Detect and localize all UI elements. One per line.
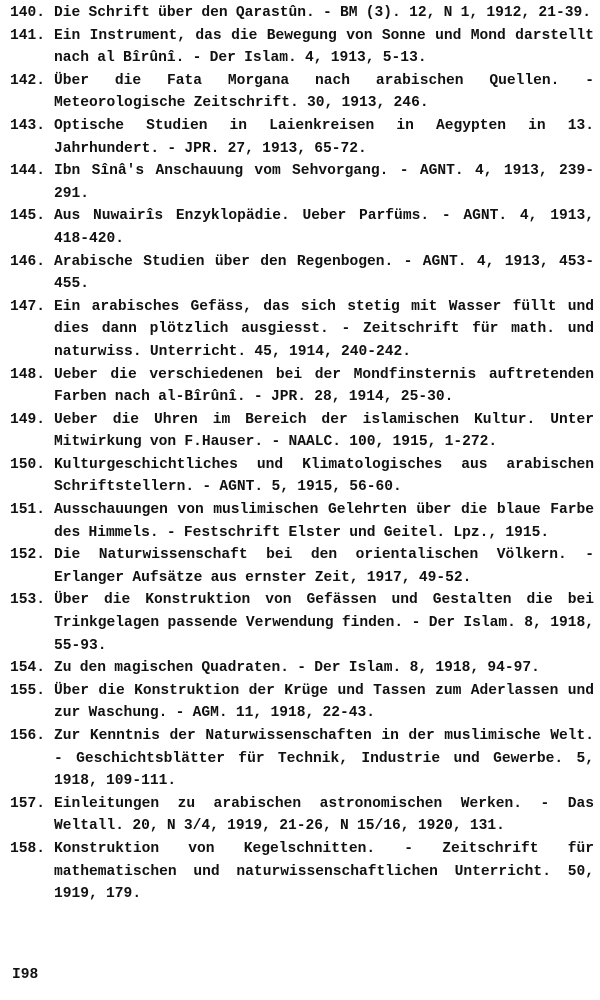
entry-text: Zu den magischen Quadraten. - Der Islam. 8, 1918, 94-97.: [54, 660, 540, 677]
entry-text: Die Naturwissenschaft bei den orientalischen Völkern. - Erlanger Aufsätze aus ernster Zeit, 1917, 49-52.: [54, 547, 594, 586]
bibliography-entry: [10, 838, 594, 906]
page-number: I98: [12, 967, 39, 983]
entry-text: Konstruktion von Kegelschnitten. - Zeitschrift für mathematischen und naturwissenschaftlichen Unterricht. 50, 1919, 179.: [54, 840, 594, 903]
bibliography-entry: [10, 2, 594, 25]
entry-text: Aus Nuwairîs Enzyklopädie. Ueber Parfüms. - AGNT. 4, 1913, 418-420.: [54, 208, 594, 247]
entry-text: Ueber die Uhren im Bereich der islamischen Kultur. Unter Mitwirkung von F.Hauser. - NAALC. 100, 1915, 1-272.: [54, 411, 594, 451]
entry-number: 151.: [10, 502, 46, 519]
bibliography-entry: [10, 680, 594, 725]
bibliography-entry: [10, 205, 594, 250]
entry-text: Kulturgeschichtliches und Klimatologisches aus arabischen Schriftstellern. - AGNT. 5, 1915, 56-60.: [54, 456, 594, 496]
bibliography-entry: [10, 793, 594, 838]
entry-number: 147.: [10, 298, 46, 315]
bibliography-entry: [10, 160, 594, 205]
entry-text: Ein Instrument, das die Bewegung von Sonne und Mond darstellt nach al Bîrûnî. - Der Islam. 4, 1913, 5-13.: [54, 27, 594, 67]
entry-number: 145.: [10, 208, 46, 225]
bibliography-entry: [10, 70, 594, 115]
entry-number: 157.: [10, 795, 46, 812]
entry-number: 148.: [10, 366, 46, 383]
entry-number: 156.: [10, 728, 46, 744]
bibliography-entry: [10, 364, 594, 409]
bibliography-entry: [10, 544, 594, 589]
entry-number: 144.: [10, 163, 46, 180]
entry-text: Die Schrift über den Qarastûn. - BM (3). 12, N 1, 1912, 21-39.: [54, 5, 591, 21]
entry-text: Über die Konstruktion der Krüge und Tassen zum Aderlassen und zur Waschung. - AGM. 11, 1918, 22-43.: [54, 682, 594, 722]
entry-number: 141.: [10, 27, 46, 44]
entry-number: 155.: [10, 682, 46, 699]
bibliography-entry: [10, 251, 594, 296]
entry-number: 150.: [10, 456, 46, 473]
entry-number: 142.: [10, 72, 46, 89]
entry-number: 152.: [10, 547, 46, 564]
entry-text: Ein arabisches Gefäss, das sich stetig mit Wasser füllt und dies dann plötzlich ausgiesst. - Zeitschrift für math. und naturwiss. Unterricht. 45, 1914, 240-242.: [54, 298, 594, 360]
bibliography-entry: [10, 589, 594, 657]
entry-text: Über die Konstruktion von Gefässen und Gestalten die bei Trinkgelagen passende Verwendung finden. - Der Islam. 8, 1918, 55-93.: [54, 592, 594, 654]
bibliography-entry: [10, 115, 594, 160]
bibliography-entry: [10, 499, 594, 544]
entry-text: Zur Kenntnis der Naturwissenschaften in der muslimische Welt. - Geschichtsblätter für Technik, Industrie und Gewerbe. 5, 1918, 109-111.: [54, 728, 594, 790]
entry-number: 143.: [10, 117, 46, 134]
entry-number: 140.: [10, 5, 46, 21]
entry-number: 158.: [10, 840, 46, 857]
bibliography-entry: [10, 25, 594, 70]
entry-number: 146.: [10, 253, 46, 270]
entry-text: Ueber die verschiedenen bei der Mondfinsternis auftretenden Farben nach al-Bîrûnî. - JPR. 28, 1914, 25-30.: [54, 366, 594, 406]
bibliography-entry: [10, 296, 594, 364]
entry-number: 149.: [10, 411, 46, 428]
entry-text: Arabische Studien über den Regenbogen. - AGNT. 4, 1913, 453-455.: [54, 253, 594, 293]
entry-text: Optische Studien in Laienkreisen in Aegypten in 13. Jahrhundert. - JPR. 27, 1913, 65-72.: [54, 117, 594, 157]
bibliography-entry: [10, 409, 594, 454]
bibliography-entry: [10, 657, 594, 680]
entry-text: Ausschauungen von muslimischen Gelehrten über die blaue Farbe des Himmels. - Festschrift Elster und Geitel. Lpz., 1915.: [54, 502, 594, 541]
entry-number: 154.: [10, 660, 46, 677]
entry-text: Einleitungen zu arabischen astronomischen Werken. - Das Weltall. 20, N 3/4, 1919, 21-26, N 15/16, 1920, 131.: [54, 795, 594, 835]
bibliography-entry: [10, 454, 594, 499]
entry-number: 153.: [10, 592, 46, 609]
bibliography-list: [10, 2, 594, 906]
entry-text: Ibn Sînâ's Anschauung vom Sehvorgang. - AGNT. 4, 1913, 239-291.: [54, 163, 594, 202]
entry-text: Über die Fata Morgana nach arabischen Quellen. - Meteorologische Zeitschrift. 30, 1913, 246.: [54, 72, 594, 112]
bibliography-entry: [10, 725, 594, 793]
